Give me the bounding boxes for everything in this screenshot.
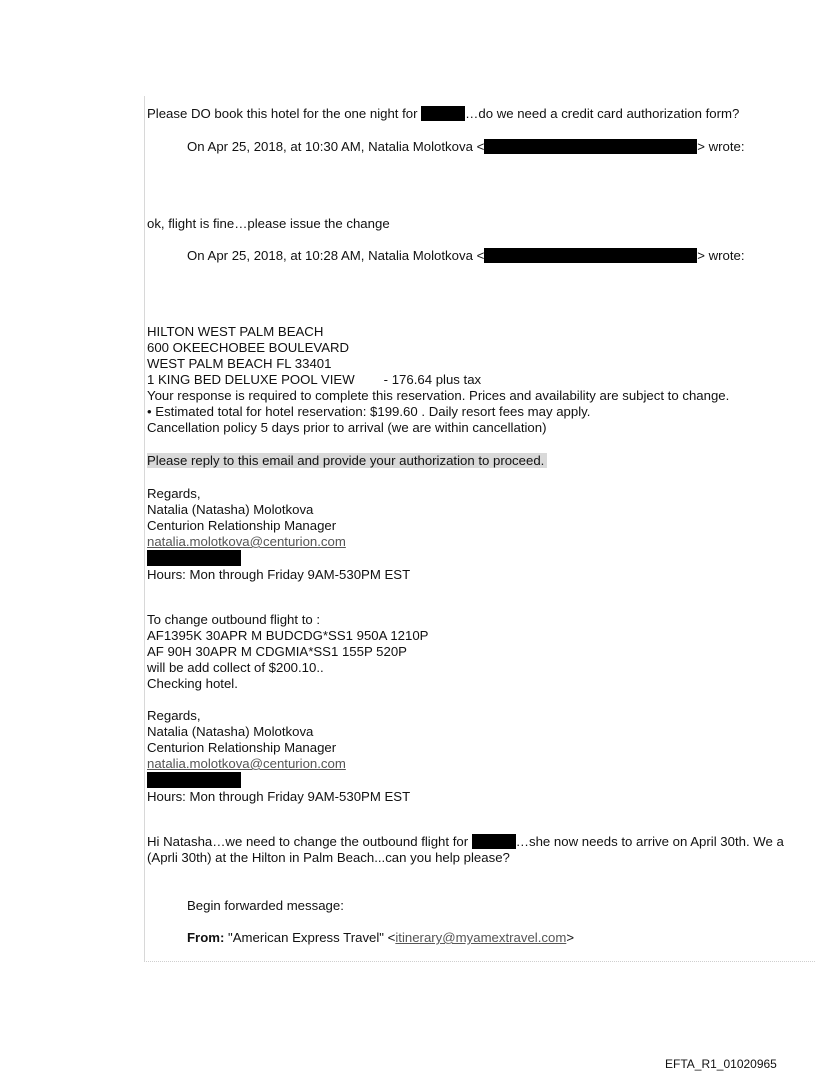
redaction-box	[472, 834, 516, 849]
signature-email-link[interactable]: natalia.molotkova@centurion.com	[147, 534, 346, 549]
signature-name: Natalia (Natasha) Molotkova	[147, 724, 314, 739]
flight-leg-2: AF 90H 30APR M CDGMIA*SS1 155P 520P	[147, 644, 407, 659]
signature-hours: Hours: Mon through Friday 9AM-530PM EST	[147, 567, 411, 582]
authorization-request: Please reply to this email and provide your authorization to proceed.	[147, 453, 547, 469]
signature-redacted-phone	[147, 550, 241, 567]
hotel-notice: Your response is required to complete this reservation. Prices and availability are subject to change.	[147, 388, 730, 403]
reply-1: Please DO book this hotel for the one night for …do we need a credit card authorization form?	[147, 106, 740, 121]
signature-title: Centurion Relationship Manager	[147, 518, 337, 533]
redaction-box	[421, 106, 465, 121]
quote-header-1: On Apr 25, 2018, at 10:30 AM, Natalia Molotkova < > wrote:	[187, 139, 745, 154]
flight-leg-1: AF1395K 30APR M BUDCDG*SS1 950A 1210P	[147, 628, 429, 643]
redaction-box	[147, 772, 241, 788]
redaction-box	[484, 248, 697, 263]
hotel-cancellation: Cancellation policy 5 days prior to arrival (we are within cancellation)	[147, 420, 547, 435]
original-message-line-2: (Aprli 30th) at the Hilton in Palm Beach...can you help please?	[147, 850, 510, 865]
signature-email-link[interactable]: natalia.molotkova@centurion.com	[147, 756, 346, 771]
hotel-street: 600 OKEECHOBEE BOULEVARD	[147, 340, 350, 355]
signature-name: Natalia (Natasha) Molotkova	[147, 502, 314, 517]
hotel-estimate: • Estimated total for hotel reservation: $199.60 . Daily resort fees may apply.	[147, 404, 591, 419]
from-email-link[interactable]: itinerary@myamextravel.com	[395, 930, 567, 945]
hotel-city: WEST PALM BEACH FL 33401	[147, 356, 332, 371]
signature-closing: Regards,	[147, 708, 201, 723]
original-message-line-1: Hi Natasha…we need to change the outbound flight for …she now needs to arrive on April 30th. We a	[147, 834, 784, 849]
quote-header-2: On Apr 25, 2018, at 10:28 AM, Natalia Molotkova < > wrote:	[187, 248, 745, 263]
flight-status: Checking hotel.	[147, 676, 238, 691]
flight-fee: will be add collect of $200.10..	[147, 660, 324, 675]
signature-hours: Hours: Mon through Friday 9AM-530PM EST	[147, 789, 411, 804]
signature-closing: Regards,	[147, 486, 201, 501]
reply-2: ok, flight is fine…please issue the change	[147, 216, 390, 231]
document-id: EFTA_R1_01020965	[665, 1057, 777, 1071]
redaction-box	[147, 550, 241, 566]
flight-intro: To change outbound flight to :	[147, 612, 321, 627]
redaction-box	[484, 139, 697, 154]
hotel-name: HILTON WEST PALM BEACH	[147, 324, 324, 339]
signature-redacted-phone	[147, 772, 241, 789]
forwarded-label: Begin forwarded message:	[187, 898, 344, 913]
signature-title: Centurion Relationship Manager	[147, 740, 337, 755]
forwarded-from: From: "American Express Travel" <itinerary@myamextravel.com>	[187, 930, 575, 945]
hotel-room: 1 KING BED DELUXE POOL VIEW - 176.64 plus tax	[147, 372, 482, 387]
